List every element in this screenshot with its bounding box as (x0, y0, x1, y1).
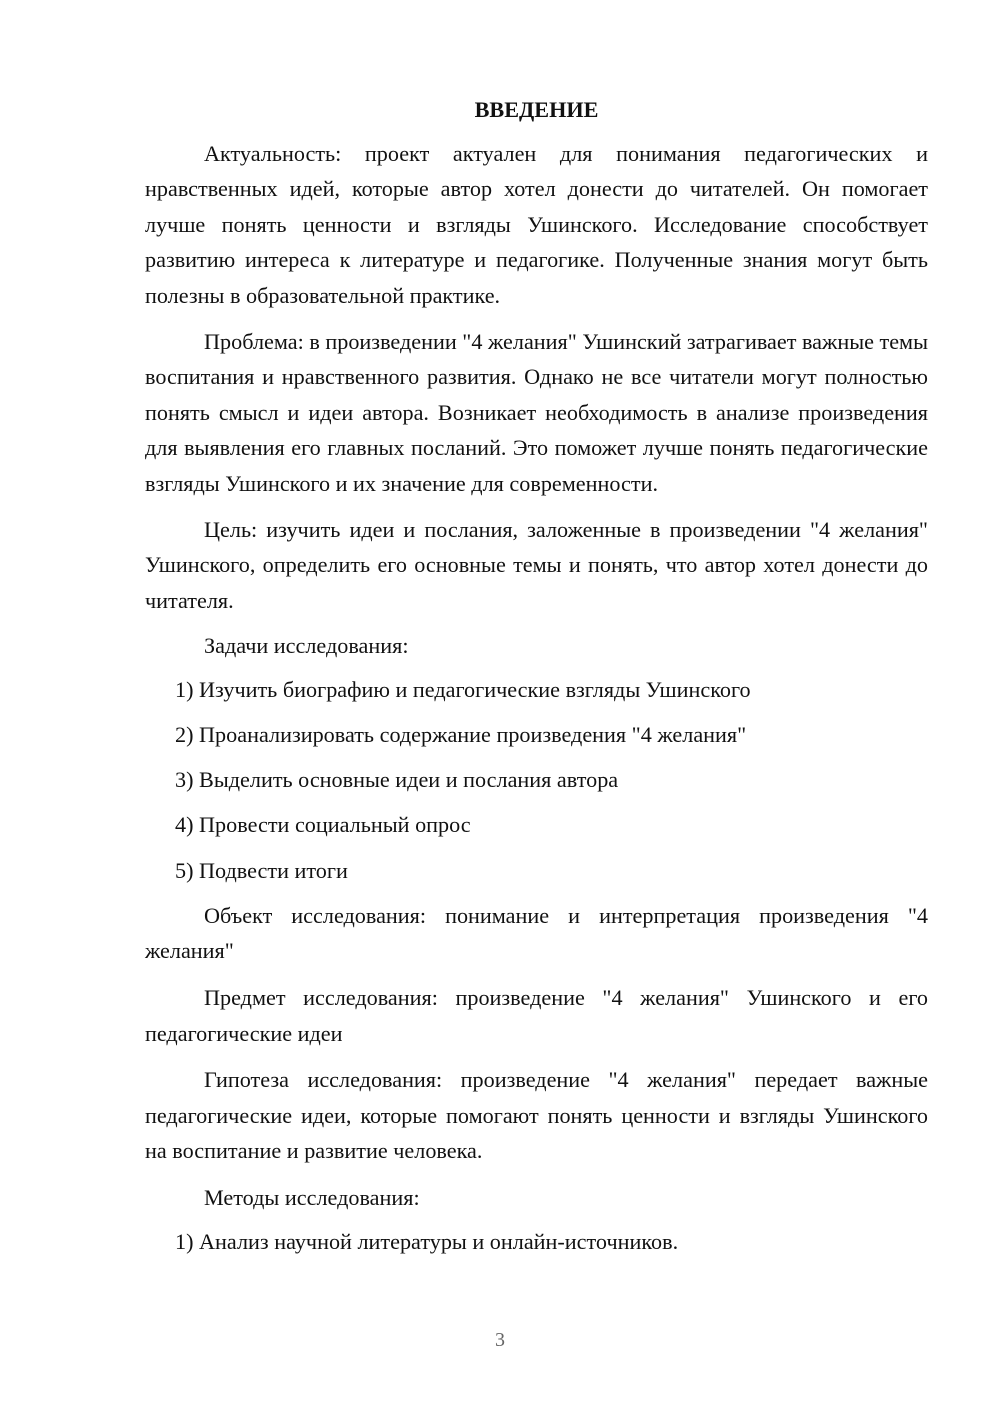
problem-paragraph: Проблема: в произведении "4 желания" Ушинский затрагивает важные темы воспитания и нравственного развития. Однако не все читатели могут полностью понять смысл и идеи автора. Возникает необходимость в анализе произведения для выявления его главных посланий. Это поможет лучше понять педагогические взгляды Ушинского и их значение для современности. (145, 328, 928, 496)
task-item: 3) Выделить основные идеи и послания автора (175, 767, 619, 793)
task-item: 2) Проанализировать содержание произведения "4 желания" (175, 722, 747, 748)
relevance-paragraph: Актуальность: проект актуален для понимания педагогических и нравственных идей, которые автор хотел донести до читателей. Он помогает лучше понять ценности и взгляды Ушинского. Исследование способствует развитию интереса к литературе и педагогике. Полученные знания могут быть полезны в образовательной практике. (145, 140, 928, 308)
section-title: ВВЕДЕНИЕ (474, 97, 599, 122)
task-item: 5) Подвести итоги (175, 857, 348, 883)
tasks-list (145, 672, 928, 888)
tasks-heading: Задачи исследования: (204, 633, 409, 659)
object-paragraph: Объект исследования: понимание и интерпретация произведения "4 желания" (145, 902, 928, 964)
goal-paragraph: Цель: изучить идеи и послания, заложенные в произведении "4 желания" Ушинского, определить его основные темы и понять, что автор хотел донести до читателя. (145, 516, 928, 613)
subject-paragraph: Предмет исследования: произведение "4 желания" Ушинского и его педагогические идеи (145, 985, 928, 1046)
task-item: 4) Провести социальный опрос (175, 812, 471, 838)
methods-list (145, 1224, 928, 1260)
page-number: 3 (495, 1329, 505, 1351)
method-item: 1) Анализ научной литературы и онлайн-источников. (175, 1228, 679, 1254)
task-item: 1) Изучить биографию и педагогические взгляды Ушинского (175, 676, 751, 702)
page-content (145, 92, 928, 1269)
methods-heading: Методы исследования: (204, 1185, 420, 1210)
hypothesis-paragraph: Гипотеза исследования: произведение "4 желания" передает важные педагогические идеи, которые помогают понять ценности и взгляды Ушинского на воспитание и развитие человека. (145, 1067, 928, 1164)
